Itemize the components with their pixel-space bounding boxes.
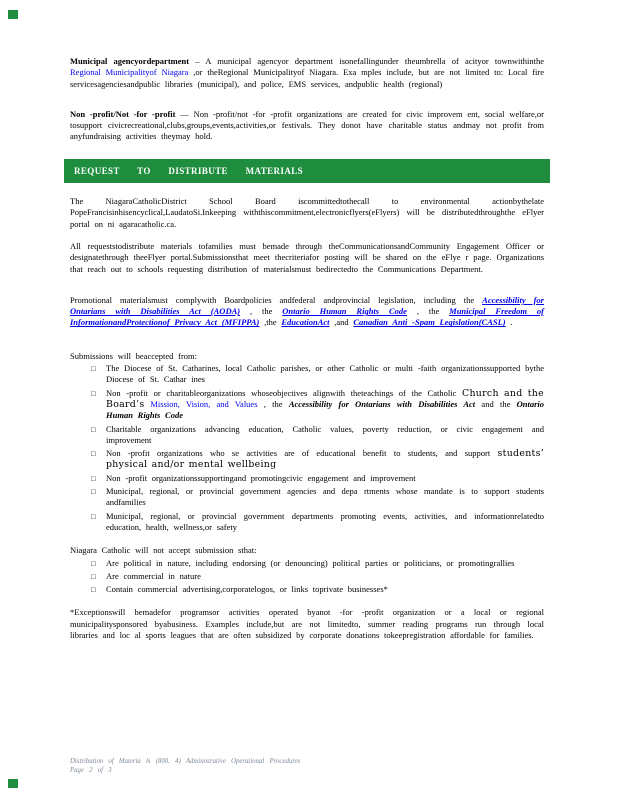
- text-run: Municipal agencyordepartment: [70, 56, 196, 66]
- section-heading-label: REQUEST TO DISTRIBUTE MATERIALS: [74, 165, 304, 176]
- text-run: – A municipal agencyor department isonefallingunder theumbrella of acityor townwithinthe: [195, 56, 544, 66]
- text-run: Municipal, regional, or provincial government agencies and depa rtments whose mandate is to support students andfamilies: [106, 486, 544, 508]
- section-heading-bar: [64, 159, 550, 183]
- text-run: Non -profit or charitableorganizations whoseobjectives alignwith theteachings of the Catholic: [106, 387, 462, 398]
- list-item: [70, 558, 544, 569]
- list-item: [70, 473, 544, 484]
- text-run: The Diocese of St. Catharines, local Catholic parishes, or other Catholic or multi -faith organizationssupported bythe Diocese of St. Cathar ines: [106, 363, 544, 385]
- list-item-text: [106, 363, 544, 386]
- checkbox-bullet-icon: □: [91, 511, 96, 521]
- text-run: Non -profit organizationssupportingand promotingcivic engagement and improvement: [106, 472, 416, 483]
- text-run: — Non -profit/not -for -profit organizations are created for civic improvem ent, social welfare,or tosupport civicrecreational,clubs,groups,events,activities,or festivals. They donot have charitable status andmay not profit from anyfundraising activities theymay hold.: [70, 108, 544, 142]
- text-run: , the: [240, 306, 283, 317]
- footer-document-title: Distribution of Materia ls (800. 4) Administrative Operational Procedures: [70, 758, 301, 765]
- hyperlink[interactable]: Ontario Human Rights Code: [282, 306, 407, 317]
- paragraph: [70, 56, 544, 90]
- text-run: Are political in nature, including endorsing (or denouncing) political parties or politicians, or promotingrallies: [106, 557, 515, 568]
- text-run: ,and: [329, 317, 354, 328]
- text-run: The NiagaraCatholicDistrict School Board iscommittedtothecall to environmental actionbythelate PopeFrancisinhisencyclical,LaudatoSi.Inkeeping withthiscommitment,electronicflyers(eFlyers) will be distributedthroughthe eFlyer portal on ni agaracatholic.ca.: [70, 196, 544, 229]
- hyperlink[interactable]: Accessibility for Ontarians with Disabilities Act (AODA): [70, 294, 544, 317]
- list-item-text: [106, 558, 544, 569]
- paragraph: [70, 545, 544, 556]
- list-item: [70, 486, 544, 509]
- list-item-text: [106, 424, 544, 447]
- list-item: [70, 363, 544, 386]
- text-run: All requeststodistribute materials tofamilies must bemade through theCommunicationsandCommunity Engagement Officer or designatethrough theeFlyer portal.Submissionsthat meet thecriteriafor posting will be shared on the eFlye r page. Organizations that reach out to schools requesting distribution of materialsmust bedirectedto the Communications Department.: [70, 240, 544, 274]
- page-footer: [70, 758, 370, 776]
- list-item-text: [106, 584, 544, 595]
- paragraph: [70, 241, 544, 275]
- hyperlink[interactable]: Mission, Vision, and Values: [150, 398, 258, 409]
- paragraph: [70, 295, 544, 329]
- text-run: .: [505, 317, 513, 328]
- page-corner-marker-top: [8, 10, 18, 19]
- paragraph: [70, 351, 544, 362]
- text-run: Submissions will beaccepted from:: [70, 350, 198, 361]
- text-run: , the: [406, 306, 450, 317]
- list-item: [70, 448, 544, 471]
- list-item-text: [106, 571, 544, 582]
- text-run: *Exceptionswill bemadefor programsor activities operated byanot -for -profit organization or a local or regional municipalitysponsored byabusiness. Examples include,but are not limitedto, summer reading programs run through local libraries and loc al sports leagues that are often subsidized by corporate donations tokeepregistration affordable for families.: [70, 607, 544, 640]
- paragraph: [70, 109, 544, 143]
- list-item: [70, 584, 544, 595]
- list-item: [70, 511, 544, 534]
- checkbox-bullet-icon: □: [91, 571, 96, 581]
- text-run: Are commercial in nature: [106, 570, 201, 581]
- hyperlink[interactable]: Municipal Freedom of InformationandProtectionof Privacy Act (MFIPPA): [70, 306, 545, 328]
- paragraph: [70, 607, 544, 641]
- checkbox-bullet-icon: □: [91, 585, 96, 595]
- footer-page-number: Page 2 of 3: [70, 766, 112, 774]
- checkbox-list: [70, 558, 544, 596]
- text-run: Ontario Human Rights Code: [106, 398, 545, 421]
- hyperlink[interactable]: Canadian Anti -Spam Legislation(CASL): [353, 317, 506, 328]
- text-run: ,the: [259, 317, 282, 328]
- checkbox-bullet-icon: □: [91, 364, 96, 374]
- text-run: Promotional materialsmust complywith Boardpolicies andfederal andprovincial legislation, including the: [70, 294, 483, 305]
- list-item: [70, 571, 544, 582]
- text-run: Municipal, regional, or provincial government departments promoting events, activities, and informationrelatedto education, health, wellness,or safety: [106, 510, 544, 532]
- hyperlink[interactable]: Regional Municipalityof Niagara: [70, 67, 189, 78]
- text-run: and the: [475, 398, 517, 409]
- page-corner-marker-bottom: [8, 779, 18, 788]
- checkbox-bullet-icon: □: [91, 487, 96, 497]
- text-run: , the: [257, 398, 289, 409]
- list-item: [70, 424, 544, 447]
- text-run: Non -profit/Not -for -profit: [70, 108, 181, 119]
- checkbox-list: [70, 363, 544, 533]
- list-item-text: [106, 511, 544, 534]
- list-item-text: [106, 448, 544, 471]
- text-run: Charitable organizations advancing education, Catholic values, poverty reduction, or civic engagement and improvement: [106, 423, 544, 445]
- text-run: Contain commercial advertising,corporatelogos, or links toprivate businesses*: [106, 584, 388, 595]
- text-run: ,or theRegional Municipalityof Niagara. Exa mples include, but are not limited to: Local fire servicesagenciesandpublic libraries (municipal), and police, EMS services, andpublic health (regional): [70, 67, 545, 89]
- checkbox-bullet-icon: □: [91, 424, 96, 434]
- text-run: Non -profit organizations who se activities are of educational benefit to students, and support: [106, 448, 498, 459]
- checkbox-bullet-icon: □: [91, 558, 96, 568]
- checkbox-bullet-icon: □: [91, 388, 96, 398]
- list-item-text: [106, 473, 544, 484]
- text-run: Church and the Board’s: [106, 387, 544, 410]
- text-run: Accessibility for Ontarians with Disabilities Act: [288, 398, 476, 409]
- list-item-text: [106, 486, 544, 509]
- checkbox-bullet-icon: □: [91, 449, 96, 459]
- text-run: students’ physical and/or mental wellbeing: [106, 448, 544, 471]
- hyperlink[interactable]: EducationAct: [281, 317, 330, 328]
- list-item: [70, 388, 544, 422]
- text-run: Niagara Catholic will not accept submission sthat:: [70, 545, 257, 556]
- checkbox-bullet-icon: □: [91, 473, 96, 483]
- paragraph: [70, 196, 544, 230]
- list-item-text: [106, 388, 544, 422]
- document-body: [70, 56, 544, 641]
